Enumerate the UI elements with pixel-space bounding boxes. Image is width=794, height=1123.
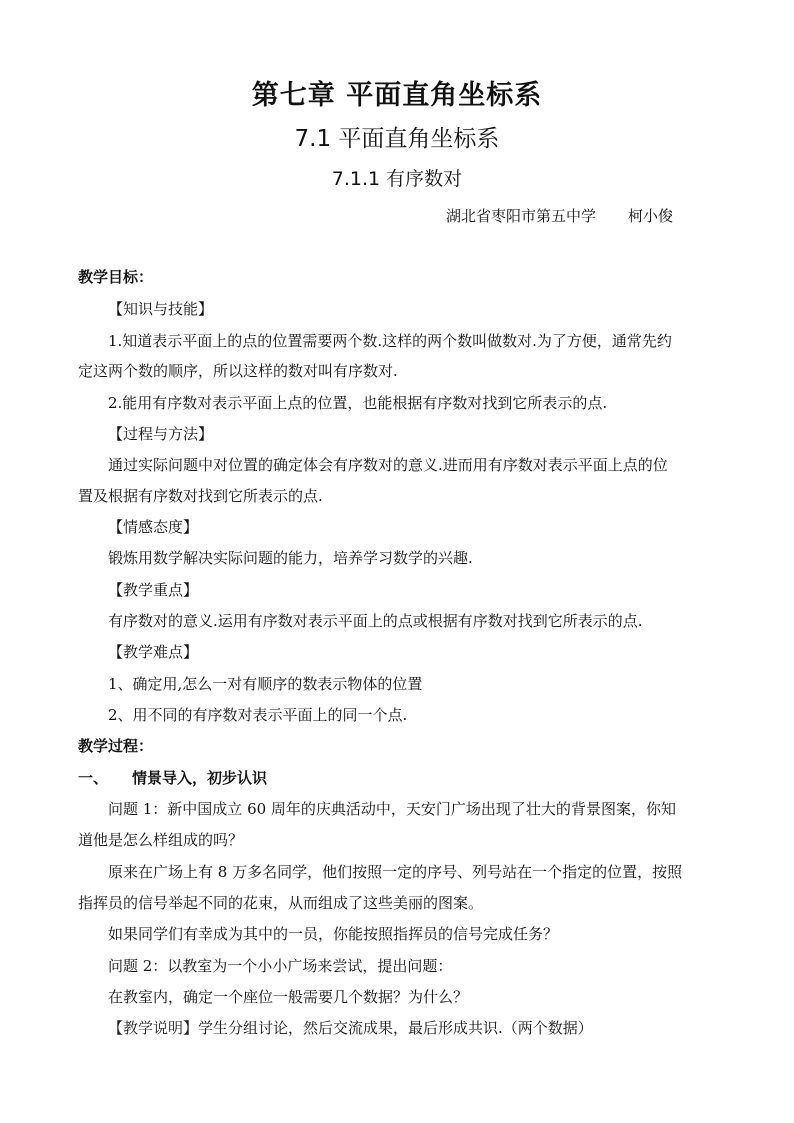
knowledge-heading: 【知识与技能】 <box>108 300 214 318</box>
difficult-point-heading: 【教学难点】 <box>108 643 199 661</box>
school-name: 湖北省枣阳市第五中学 <box>446 207 597 225</box>
question-2-line: 问题 2：以教室为一个小小广场来尝试，提出问题： <box>108 957 453 975</box>
process-heading: 教学过程： <box>78 737 154 755</box>
answer-1-line-1: 原来在广场上有 8 万多名同学，他们按照一定的序号、列号站在一个指定的位置，按照 <box>108 863 683 881</box>
emotion-line: 锻炼用数学解决实际问题的能力，培养学习数学的兴趣. <box>108 549 473 567</box>
chapter-title: 第七章 平面直角坐标系 <box>251 80 543 111</box>
question-1-line-1: 问题 1：新中国成立 60 周年的庆典活动中，天安门广场出现了壮大的背景图案，你知 <box>108 800 676 818</box>
key-point-line: 有序数对的意义.运用有序数对表示平面上的点或根据有序数对找到它所表示的点. <box>108 612 643 630</box>
author-name: 柯小俊 <box>628 207 674 225</box>
part-1-number: 一、 <box>78 769 109 787</box>
question-1-line-2: 道他是怎么样组成的吗？ <box>78 831 244 849</box>
knowledge-item-1-line-1: 1.知道表示平面上的点的位置需要两个数.这样的两个数叫做数对.为了方便，通常先约 <box>108 332 672 350</box>
process-method-line-2: 置及根据有序数对找到它所表示的点. <box>78 487 323 505</box>
difficult-point-1: 1、确定用,怎么一对有顺序的数表示物体的位置 <box>108 675 423 693</box>
section-title: 7.1 平面直角坐标系 <box>294 126 500 152</box>
emotion-heading: 【情感态度】 <box>108 518 199 536</box>
teaching-note-label: 【教学说明】 <box>108 1019 199 1037</box>
knowledge-item-2: 2.能用有序数对表示平面上点的位置，也能根据有序数对找到它所表示的点. <box>108 394 608 412</box>
question-2-sub: 在教室内，确定一个座位一般需要几个数据？为什么？ <box>108 988 469 1006</box>
difficult-point-2: 2、用不同的有序数对表示平面上的同一个点. <box>108 706 408 724</box>
objectives-heading: 教学目标： <box>78 268 154 286</box>
process-method-heading: 【过程与方法】 <box>108 425 214 443</box>
author-line <box>446 204 673 228</box>
teaching-note-text: 学生分组讨论，然后交流成果，最后形成共识.（两个数据） <box>198 1019 593 1037</box>
part-1-title: 情景导入，初步认识 <box>132 769 268 787</box>
knowledge-item-1-line-2: 定这两个数的顺序，所以这样的数对叫有序数对. <box>78 362 398 380</box>
key-point-heading: 【教学重点】 <box>108 581 199 599</box>
teaching-note <box>108 1017 718 1039</box>
answer-1-line-2: 指挥员的信号举起不同的花束，从而组成了这些美丽的图案。 <box>78 894 484 912</box>
question-line: 如果同学们有幸成为其中的一员，你能按照指挥员的信号完成任务？ <box>108 925 559 943</box>
subsection-title: 7.1.1 有序数对 <box>331 168 463 190</box>
process-method-line-1: 通过实际问题中对位置的确定体会有序数对的意义.进而用有序数对表示平面上点的位 <box>108 456 668 474</box>
part-1-heading <box>78 767 718 789</box>
